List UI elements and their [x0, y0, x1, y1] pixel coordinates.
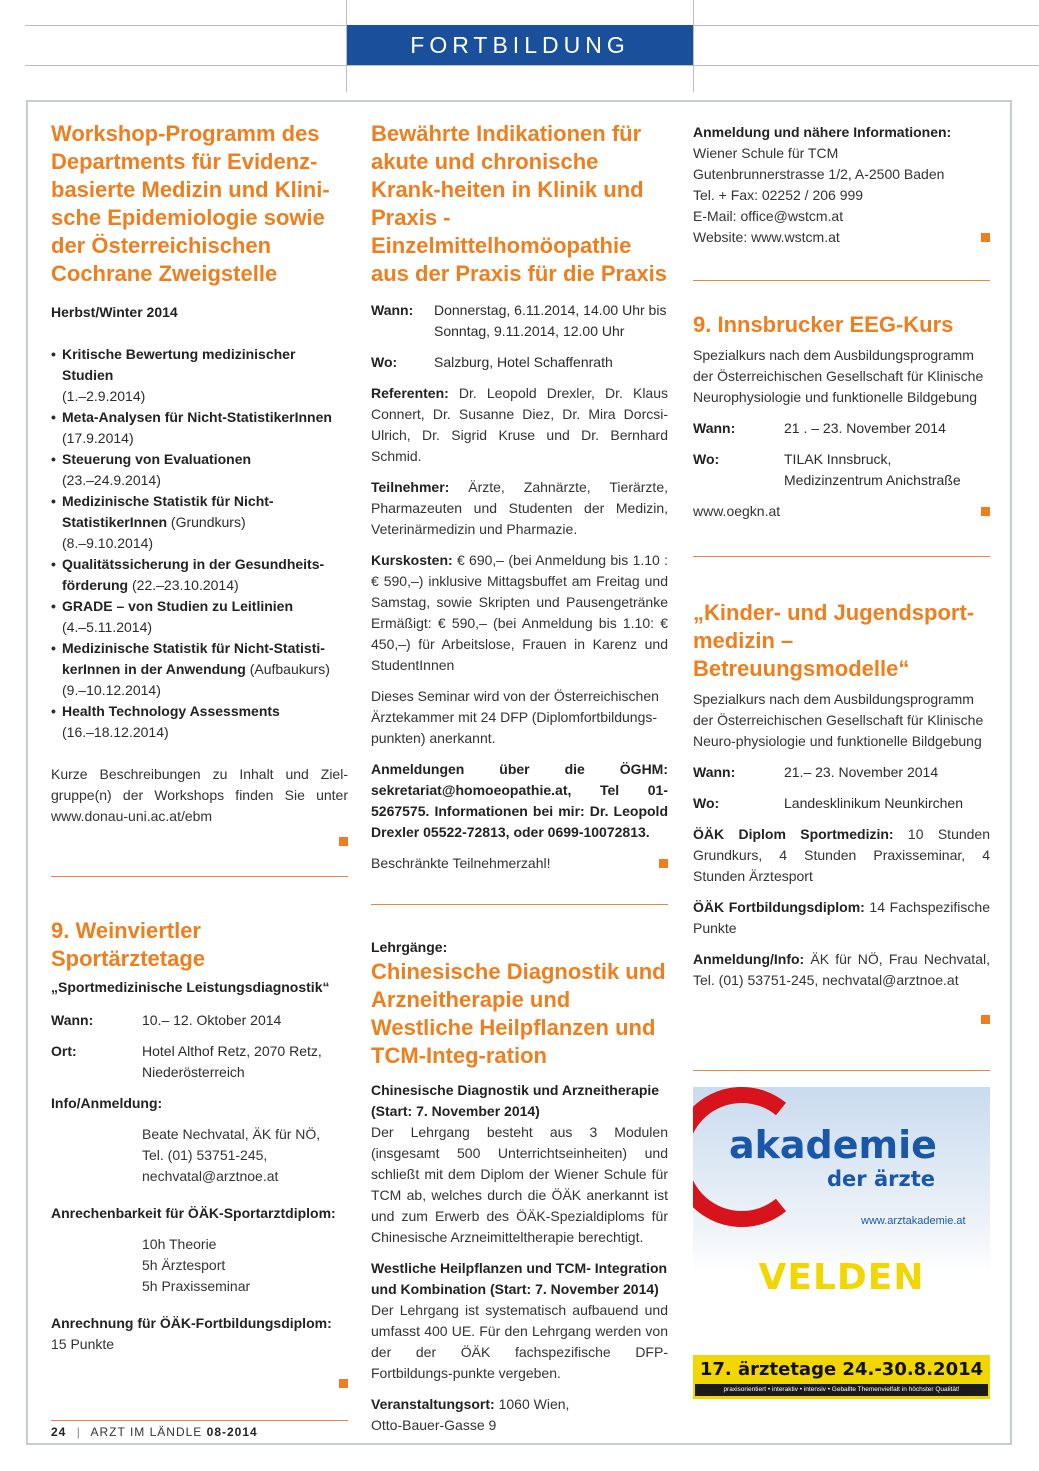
akademie-advertisement[interactable] [693, 1087, 990, 1399]
tcm-kicker: Lehrgänge: [371, 939, 448, 955]
footer-separator: | [76, 1425, 81, 1439]
list-item: • Qualitätssicherung in der Gesundheits-förderung (22.–23.10.2014) [51, 554, 348, 596]
ad-place: VELDEN [758, 1257, 925, 1298]
sport-credit: 10h Theorie 5h Ärztesport 5h Praxisseminar [142, 1236, 251, 1294]
tcm-sub1: Chinesische Diagnostik und Arzneitherapie (Start: 7. November 2014) [371, 1082, 660, 1119]
column-middle [371, 120, 668, 1436]
homeo-limited-row [371, 853, 668, 874]
divider [371, 904, 668, 905]
end-square-icon [981, 507, 990, 516]
homeo-where: Wo: Salzburg, Hotel Schaffenrath [371, 354, 613, 370]
eeg-web-row [693, 501, 990, 522]
eeg-when: Wann: 21 . – 23. November 2014 [693, 420, 946, 436]
sport-info-label: Info/Anmeldung: [51, 1095, 163, 1111]
tcm-sub2: Westliche Heilpflanzen und TCM- Integration und Kombination (Start: 7. November 2014) [371, 1260, 668, 1297]
magazine-name: ARZT IM LÄNDLE [90, 1425, 203, 1439]
akademie-logo-sub: der ärzte [827, 1167, 935, 1191]
homeo-participants: Teilnehmer: Ärzte, Zahnärzte, Tierärzte, Pharmazeuten und Studenten der Medizin, Veterinärmedizin und Pharmazie. [371, 479, 668, 537]
sport-info: Beate Nechvatal, ÄK für NÖ, Tel. (01) 53751-245, nechvatal@arztnoe.at [142, 1126, 321, 1184]
divider [693, 1070, 990, 1071]
ad-tagline: praxisorientiert • interaktiv • intensiv • Geballte Themenvielfalt in höchster Qualität! [695, 1384, 988, 1396]
sport-dfp: 15 Punkte [51, 1336, 115, 1352]
eeg-web: www.oegkn.at [693, 503, 781, 519]
tcm-text1: Der Lehrgang besteht aus 3 Modulen (insgesamt 500 Unterrichtseinheiten) und schließt mit dem Diplom der Wiener Schule für TCM ab, welches durch die ÖÄK anerkannt ist und zum Erwerb des ÖÄK-Spezialdiploms für Chinesische Arzneimitteltherapie berechtigt. [371, 1124, 668, 1245]
issue: 08-2014 [206, 1425, 258, 1439]
list-item: • GRADE – von Studien zu Leitlinien (4.–5.11.2014) [51, 596, 348, 638]
akademie-url[interactable]: www.arztakademie.at [861, 1215, 966, 1227]
sport-credit-label: Anrechenbarkeit für ÖÄK-Sportarztdiplom: [51, 1205, 336, 1221]
sport-subtitle: „Sportmedizinische Leistungsdiagnostik“ [51, 979, 330, 995]
tcm-contact: Wiener Schule für TCM Gutenbrunnerstrasse 1/2, A-2500 Baden Tel. + Fax: 02252 / 206 999 E-Mail: office@wstcm.at Website: www.wstcm.at [693, 143, 990, 248]
homeo-registration: Anmeldungen über die ÖGHM: sekretariat@homoeopathie.at, Tel 01-5267575. Informationen bei mir: Dr. Leopold Drexler 05522-72813, oder 0699-10072813. [371, 761, 668, 840]
divider [693, 280, 990, 281]
homeo-when: Wann: Donnerstag, 6.11.2014, 14.00 Uhr bis Sonntag, 9.11.2014, 12.00 Uhr [371, 302, 667, 339]
eeg-where: Wo: TILAK Innsbruck, Medizinzentrum Anichstraße [693, 451, 961, 488]
kids-desc: Spezialkurs nach dem Ausbildungsprogramm der Österreichischen Gesellschaft für Klinische Neuro-physiologie und funktionelle Bildgebung [693, 691, 984, 749]
sport-title: 9. Weinviertler Sportärztetage [51, 918, 206, 971]
divider [51, 1420, 348, 1421]
list-item: • Steuerung von Evaluationen (23.–24.9.2014) [51, 449, 348, 491]
header-divider-right [693, 0, 694, 92]
list-item: • Kritische Bewertung medizinischer Studien (1.–2.9.2014) [51, 344, 348, 407]
workshop-list [51, 344, 348, 743]
end-square-icon [981, 233, 990, 242]
homeo-referents: Referenten: Dr. Leopold Drexler, Dr. Klaus Connert, Dr. Susanne Diez, Dr. Mira Dorcsi-Ulrich, Dr. Sigrid Kruse und Dr. Bernhard Schmid. [371, 385, 668, 464]
header-rule-bottom [25, 65, 1039, 66]
workshop-title: Workshop-Programm des Departments für Evidenz-basierte Medizin und Klini-sche Epidemiologie sowie der Österreichischen Cochrane Zweigstelle [51, 121, 330, 286]
kids-when: Wann: 21.– 23. November 2014 [693, 764, 939, 780]
end-square-icon [339, 837, 348, 846]
divider [51, 876, 348, 877]
homeo-costs: Kurskosten: € 690,– (bei Anmeldung bis 1.10 : € 590,–) inklusive Mittagsbuffet am Freitag und Samstag, sowie Skripten und Pausengetränke Ermäßigt: € 590,– (bei Anmeldung bis 1.10: € 450,–) für Arbeitslose, Frauen in Karenz und StudentInnen [371, 552, 668, 673]
kids-where: Wo: Landesklinikum Neunkirchen [693, 795, 963, 811]
page-footer [51, 1425, 258, 1439]
kids-diplom: ÖÄK Diplom Sportmedizin: 10 Stunden Grundkurs, 4 Stunden Praxisseminar, 4 Stunden Ärztesport [693, 826, 990, 884]
homeo-limited: Beschränkte Teilnehmerzahl! [371, 855, 551, 871]
page-number: 24 [51, 1425, 67, 1439]
kids-fort: ÖÄK Fortbildungsdiplom: 14 Fachspezifische Punkte [693, 899, 990, 936]
column-right [693, 122, 990, 1071]
tcm-text2: Der Lehrgang ist systematisch aufbauend und umfasst 400 UE. Für den Lehrgang werden von der der ÖÄK fachspezifische DFP- Fortbildungs-punkte vergeben. [371, 1302, 668, 1381]
tcm-venue: Veranstaltungsort: 1060 Wien, Otto-Bauer-Gasse 9 [371, 1396, 570, 1433]
list-item: • Meta-Analysen für Nicht-StatistikerInnen (17.9.2014) [51, 407, 348, 449]
end-square-icon [339, 1379, 348, 1388]
tcm-title: Chinesische Diagnostik und Arzneitherapie und Westliche Heilpflanzen und TCM-Integ-ration [371, 959, 666, 1068]
eeg-title: 9. Innsbrucker EEG-Kurs [693, 312, 954, 337]
column-left [51, 120, 348, 1421]
homeo-title: Bewährte Indikationen für akute und chronische Krank-heiten in Klinik und Praxis - Einzelmittelhomöopathie aus der Praxis für die Praxis [371, 121, 667, 286]
list-item: • Medizinische Statistik für Nicht-StatistikerInnen (Grundkurs) (8.–9.10.2014) [51, 491, 348, 554]
ad-event: 17. ärztetage 24.-30.8.2014 [699, 1359, 984, 1380]
homeo-dfp: Dieses Seminar wird von der Österreichischen Ärztekammer mit 24 DFP (Diplomfortbildungs-punkten) anerkannt. [371, 688, 659, 746]
sport-when: Wann: 10.– 12. Oktober 2014 [51, 1012, 282, 1028]
workshop-season: Herbst/Winter 2014 [51, 304, 178, 320]
section-header: FORTBILDUNG [347, 25, 693, 65]
end-square-icon [659, 859, 668, 868]
workshop-note: Kurze Beschreibungen zu Inhalt und Ziel-gruppe(n) der Workshops finden Sie unter www.donau-uni.ac.at/ebm [51, 766, 348, 824]
list-item: • Health Technology Assessments (16.–18.12.2014) [51, 701, 348, 743]
list-item: • Medizinische Statistik für Nicht-Statisti-kerInnen in der Anwendung (Aufbaukurs) (9.–10.12.2014) [51, 638, 348, 701]
sport-dfp-label: Anrechnung für ÖÄK-Fortbildungsdiplom: [51, 1315, 332, 1331]
ad-event-band [693, 1355, 990, 1399]
tcm-contact-label: Anmeldung und nähere Informationen: [693, 124, 952, 140]
end-square-icon [981, 1015, 990, 1024]
sport-where: Ort: Hotel Althof Retz, 2070 Retz, Niederösterreich [51, 1043, 322, 1080]
divider [693, 556, 990, 557]
akademie-logo-word: akademie [729, 1123, 937, 1167]
kids-title: „Kinder- und Jugendsport-medizin – Betreuungsmodelle“ [693, 600, 975, 681]
eeg-desc: Spezialkurs nach dem Ausbildungsprogramm der Österreichischen Gesellschaft für Klinische Neurophysiologie und funktionelle Bildgebung [693, 347, 984, 405]
kids-reg: Anmeldung/Info: ÄK für NÖ, Frau Nechvatal, Tel. (01) 53751-245, nechvatal@arztnoe.at [693, 951, 990, 988]
